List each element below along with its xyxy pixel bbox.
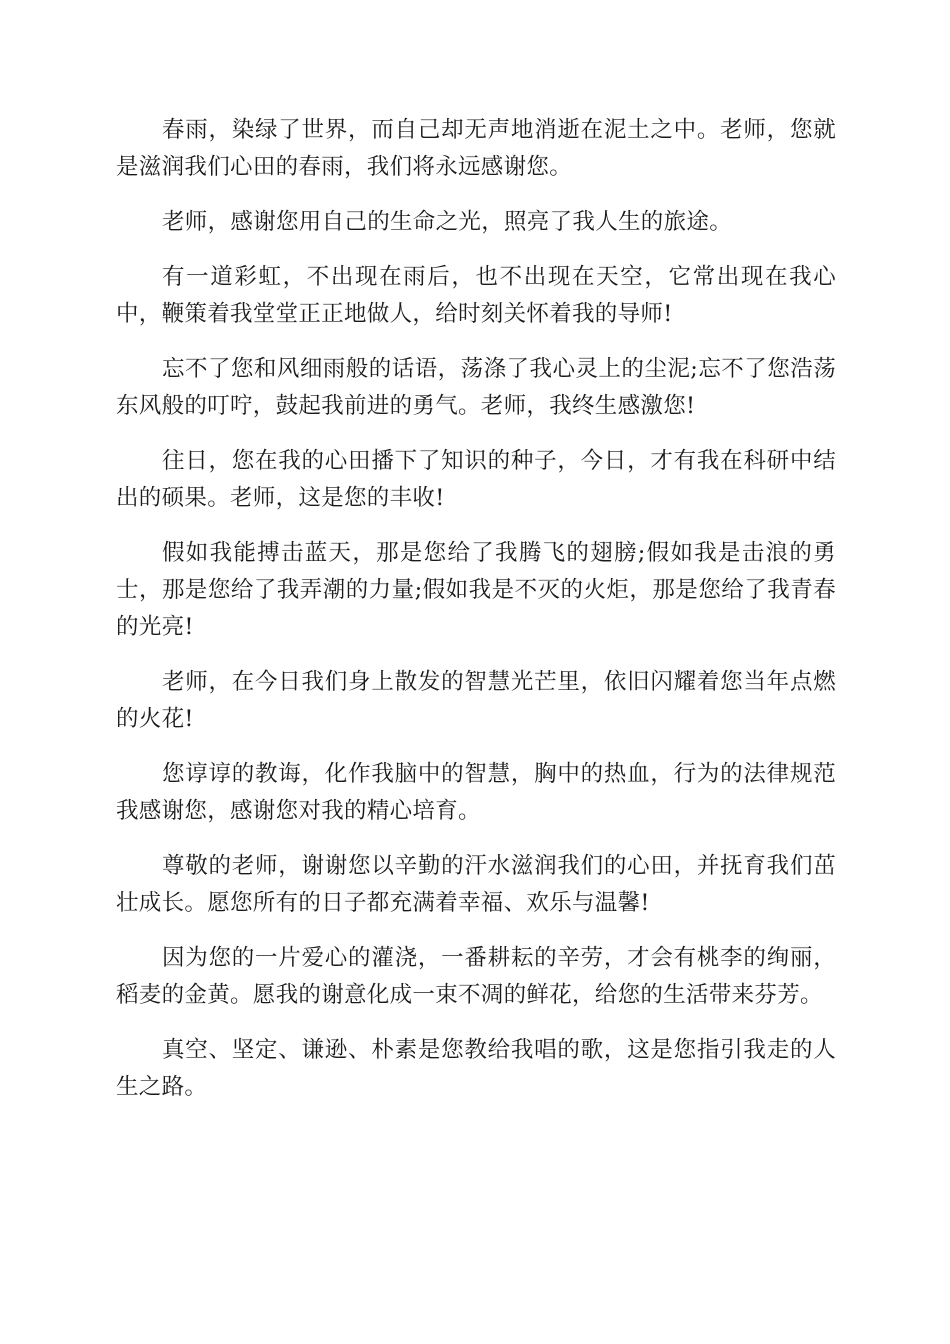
paragraph: 假如我能搏击蓝天，那是您给了我腾飞的翅膀;假如我是击浪的勇士，那是您给了我弄潮的力量;假如我是不灭的火炬，那是您给了我青春的光亮! — [116, 540, 836, 640]
paragraph: 真空、坚定、谦逊、朴素是您教给我唱的歌，这是您指引我走的人生之路。 — [116, 1037, 836, 1100]
paragraph: 您谆谆的教诲，化作我脑中的智慧，胸中的热血，行为的法律规范我感谢您，感谢您对我的精心培育。 — [116, 761, 836, 824]
paragraph: 老师，在今日我们身上散发的智慧光芒里，依旧闪耀着您当年点燃的火花! — [116, 669, 836, 732]
paragraph: 老师，感谢您用自己的生命之光，照亮了我人生的旅途。 — [162, 209, 733, 235]
paragraph: 有一道彩虹，不出现在雨后，也不出现在天空，它常出现在我心中，鞭策着我堂堂正正地做人，给时刻关怀着我的导师! — [116, 264, 836, 327]
paragraph: 因为您的一片爱心的灌浇，一番耕耘的辛劳，才会有桃李的绚丽，稻麦的金黄。愿我的谢意化成一束不凋的鲜花，给您的生活带来芬芳。 — [116, 945, 836, 1008]
document-body — [116, 112, 836, 1124]
paragraph: 往日，您在我的心田播下了知识的种子，今日，才有我在科研中结出的硕果。老师，这是您的丰收! — [116, 448, 836, 511]
paragraph: 忘不了您和风细雨般的话语，荡涤了我心灵上的尘泥;忘不了您浩荡东风般的叮咛，鼓起我前进的勇气。老师，我终生感激您! — [116, 356, 836, 419]
paragraph: 尊敬的老师，谢谢您以辛勤的汗水滋润我们的心田，并抚育我们茁壮成长。愿您所有的日子都充满着幸福、欢乐与温馨! — [116, 853, 836, 916]
paragraph: 春雨，染绿了世界，而自己却无声地消逝在泥土之中。老师，您就是滋润我们心田的春雨，我们将永远感谢您。 — [116, 117, 836, 180]
